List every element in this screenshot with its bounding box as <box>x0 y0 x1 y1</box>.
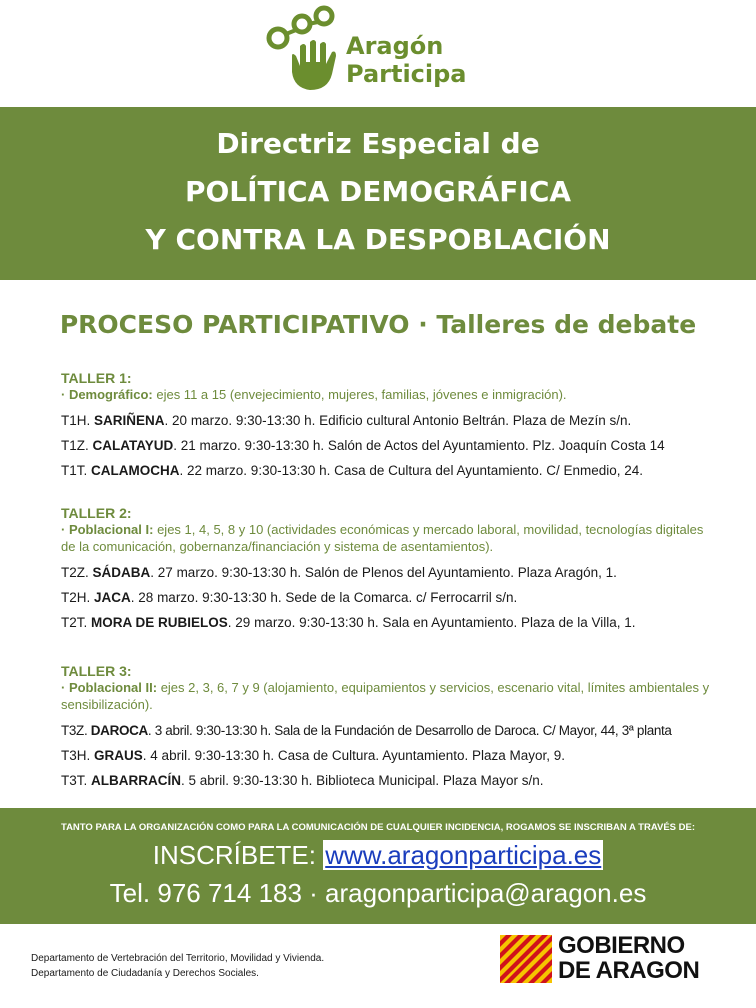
session-details: . 5 abril. 9:30-13:30 h. Biblioteca Municipal. Plaza Mayor s/n. <box>181 773 544 788</box>
inscribete-label: INSCRÍBETE: <box>152 840 324 870</box>
session-code: T2H. <box>61 590 91 605</box>
session-code: T2Z. <box>61 565 89 580</box>
gobierno-aragon-logo <box>500 932 720 984</box>
contact-line: Tel. 976 714 183 · aragonparticipa@aragon.es <box>109 878 647 908</box>
session-code: T1Z. <box>61 438 89 453</box>
departments <box>31 951 324 981</box>
taller-axis-label: · Demográfico: <box>61 387 153 402</box>
session-details: . 28 marzo. 9:30-13:30 h. Sede de la Comarca. c/ Ferrocarril s/n. <box>130 590 518 605</box>
session-place: CALATAYUD <box>92 438 174 453</box>
aragon-flag-icon <box>500 935 552 983</box>
hand-bubbles-icon <box>262 4 346 94</box>
session-details: . 20 marzo. 9:30-13:30 h. Edificio cultural Antonio Beltrán. Plaza de Mezín s/n. <box>164 413 632 428</box>
logo-line-2: Participa <box>346 60 467 88</box>
title-banner <box>0 107 756 280</box>
logo-line-1: Aragón <box>346 32 444 60</box>
taller-description <box>61 386 721 403</box>
registration-note: TANTO PARA LA ORGANIZACIÓN COMO PARA LA COMUNICACIÓN DE CUALQUIER INCIDENCIA, ROGAMOS SE INSCRIBAN A TRAVÉS DE: <box>60 822 696 833</box>
session-place: JACA <box>94 590 131 605</box>
session-place: CALAMOCHA <box>91 463 180 478</box>
session-place: SARIÑENA <box>94 413 165 428</box>
taller-title: TALLER 3: <box>61 663 132 679</box>
taller-axis-label: · Poblacional II: <box>61 680 158 695</box>
taller-axis-text: ejes 11 a 15 (envejecimiento, mujeres, familias, jóvenes e inmigración). <box>152 387 567 402</box>
taller-description <box>61 521 721 555</box>
session-item <box>61 722 721 739</box>
taller-axis-text: ejes 2, 3, 6, 7 y 9 (alojamiento, equipamientos y servicios, escenario vital, límites ambientales y sensibilización). <box>61 680 710 712</box>
session-details: . 29 marzo. 9:30-13:30 h. Sala en Ayuntamiento. Plaza de la Villa, 1. <box>227 615 636 630</box>
taller-axis-text: ejes 1, 4, 5, 8 y 10 (actividades económicas y mercado laboral, movilidad, tecnologías digitales de la comunicación, gobernanza/financiación y sistema de asentamientos). <box>61 522 704 554</box>
session-details: . 3 abril. 9:30-13:30 h. Sala de la Fundación de Desarrollo de Daroca. C/ Mayor, 44, 3ª planta <box>147 723 672 738</box>
session-item <box>61 772 721 789</box>
taller-title: TALLER 2: <box>61 505 132 521</box>
session-code: T3T. <box>61 773 88 788</box>
session-code: T2T. <box>61 615 88 630</box>
session-code: T1T. <box>61 463 88 478</box>
registration-footer <box>0 808 756 924</box>
session-place: ALBARRACÍN <box>91 773 182 788</box>
subtitle: PROCESO PARTICIPATIVO · Talleres de debate <box>59 310 697 339</box>
session-item <box>61 614 721 631</box>
session-item <box>61 412 721 429</box>
taller-2 <box>61 505 721 631</box>
session-details: . 27 marzo. 9:30-13:30 h. Salón de Plenos del Ayuntamiento. Plaza Aragón, 1. <box>150 565 617 580</box>
taller-axis-label: · Poblacional I: <box>61 522 154 537</box>
session-item <box>61 437 721 454</box>
taller-description <box>61 679 721 713</box>
registration-line <box>0 840 756 871</box>
gobierno-line-2: DE ARAGON <box>558 957 700 984</box>
session-item <box>61 747 721 764</box>
registration-link[interactable]: www.aragonparticipa.es <box>325 840 602 870</box>
logo-text <box>346 32 467 88</box>
session-item <box>61 564 721 581</box>
aragon-participa-logo <box>262 4 472 94</box>
session-item <box>61 462 721 479</box>
banner-line-1: Directriz Especial de <box>216 127 540 160</box>
taller-3 <box>61 663 721 789</box>
session-details: . 22 marzo. 9:30-13:30 h. Casa de Cultura del Ayuntamiento. C/ Enmedio, 24. <box>179 463 644 478</box>
session-place: GRAUS <box>94 748 143 763</box>
taller-title: TALLER 1: <box>61 370 132 386</box>
gobierno-line-1: GOBIERNO <box>558 932 685 959</box>
session-code: T3H. <box>61 748 91 763</box>
session-place: DAROCA <box>90 723 148 738</box>
session-code: T3Z. <box>61 723 88 738</box>
banner-line-2: POLÍTICA DEMOGRÁFICA <box>184 175 572 208</box>
session-place: SÁDABA <box>92 565 151 580</box>
banner-line-3: Y CONTRA LA DESPOBLACIÓN <box>145 223 611 256</box>
session-code: T1H. <box>61 413 91 428</box>
department-line-1: Departamento de Vertebración del Territorio, Movilidad y Vivienda. <box>31 953 325 964</box>
session-details: . 21 marzo. 9:30-13:30 h. Salón de Actos del Ayuntamiento. Plz. Joaquín Costa 14 <box>173 438 665 453</box>
department-line-2: Departamento de Ciudadanía y Derechos Sociales. <box>31 968 259 979</box>
session-item <box>61 589 721 606</box>
gobierno-text <box>558 933 699 983</box>
session-place: MORA DE RUBIELOS <box>91 615 228 630</box>
session-details: . 4 abril. 9:30-13:30 h. Casa de Cultura. Ayuntamiento. Plaza Mayor, 9. <box>142 748 566 763</box>
taller-1 <box>61 370 721 479</box>
